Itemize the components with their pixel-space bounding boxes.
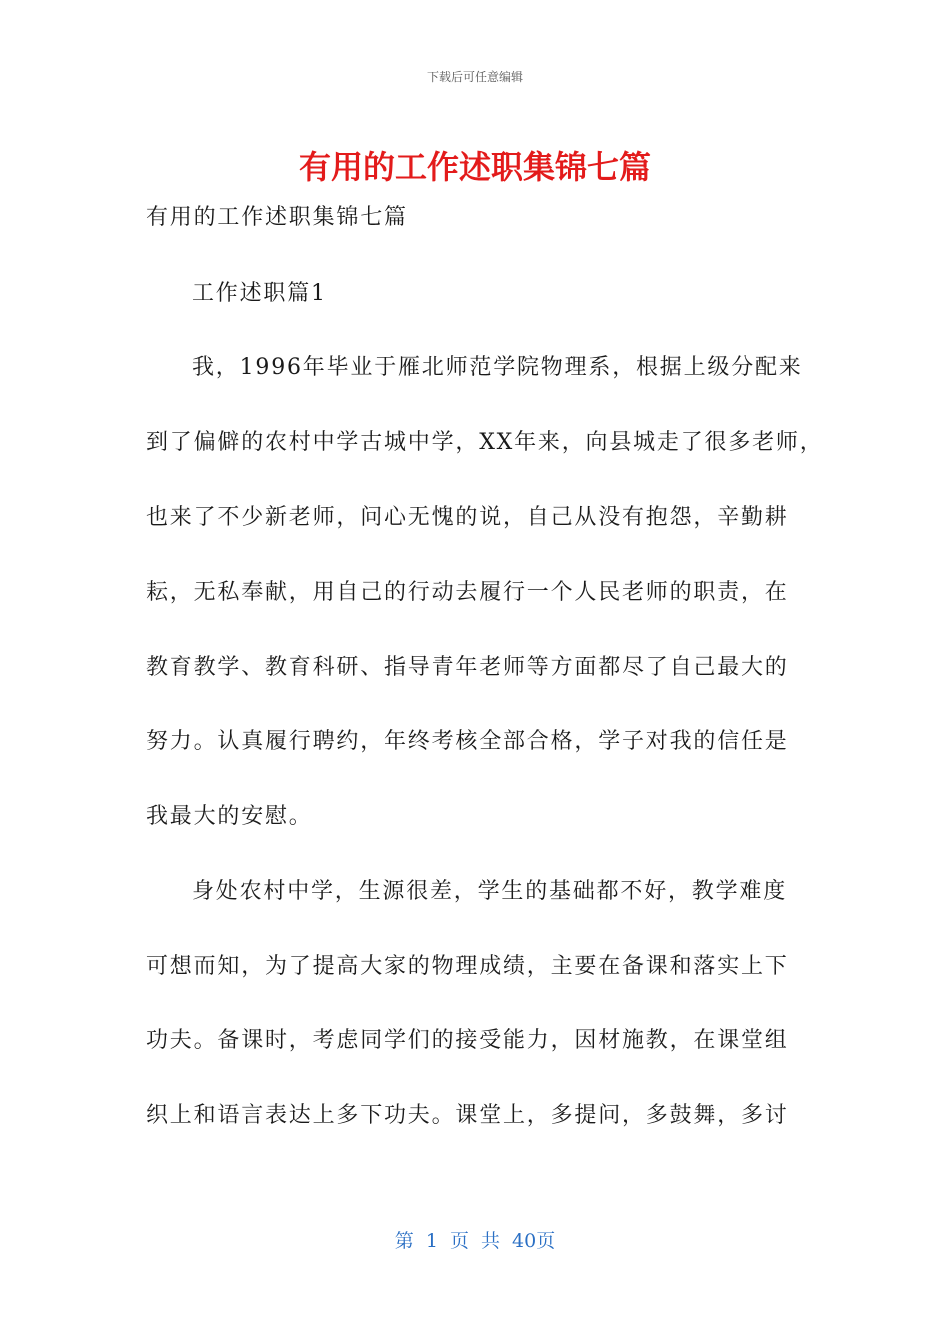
page-header-note: 下载后可任意编辑 bbox=[426, 70, 523, 84]
document-title: 有用的工作述职集锦七篇 bbox=[298, 148, 651, 186]
paragraph-line: 我最大的安慰。 bbox=[146, 804, 313, 829]
paragraph-line: 可想而知，为了提高大家的物理成绩，主要在备课和落实上下 bbox=[146, 954, 789, 979]
paragraph-line: 努力。认真履行聘约，年终考核全部合格，学子对我的信任是 bbox=[146, 729, 789, 754]
paragraph-line: 织上和语言表达上多下功夫。课堂上，多提问，多鼓舞，多讨 bbox=[146, 1103, 789, 1128]
paragraph-line: 教育教学、教育科研、指导青年老师等方面都尽了自己最大的 bbox=[146, 655, 789, 680]
paragraph-line: 功夫。备课时，考虑同学们的接受能力，因材施教，在课堂组 bbox=[146, 1028, 789, 1053]
subtitle-line: 有用的工作述职集锦七篇 bbox=[146, 205, 408, 230]
paragraph-line: 到了偏僻的农村中学古城中学，XX年来，向县城走了很多老师， bbox=[146, 430, 824, 455]
paragraph-line: 耘，无私奉献，用自己的行动去履行一个人民老师的职责，在 bbox=[146, 580, 789, 605]
page-number-footer: 第 1 页 共 40页 bbox=[394, 1230, 556, 1252]
paragraph-line: 身处农村中学，生源很差，学生的基础都不好，教学难度 bbox=[192, 879, 788, 904]
paragraph-line: 我，1996年毕业于雁北师范学院物理系，根据上级分配来 bbox=[192, 355, 803, 380]
paragraph-line: 也来了不少新老师，问心无愧的说，自己从没有抱怨，辛勤耕 bbox=[146, 505, 789, 530]
section-heading: 工作述职篇1 bbox=[192, 281, 327, 306]
